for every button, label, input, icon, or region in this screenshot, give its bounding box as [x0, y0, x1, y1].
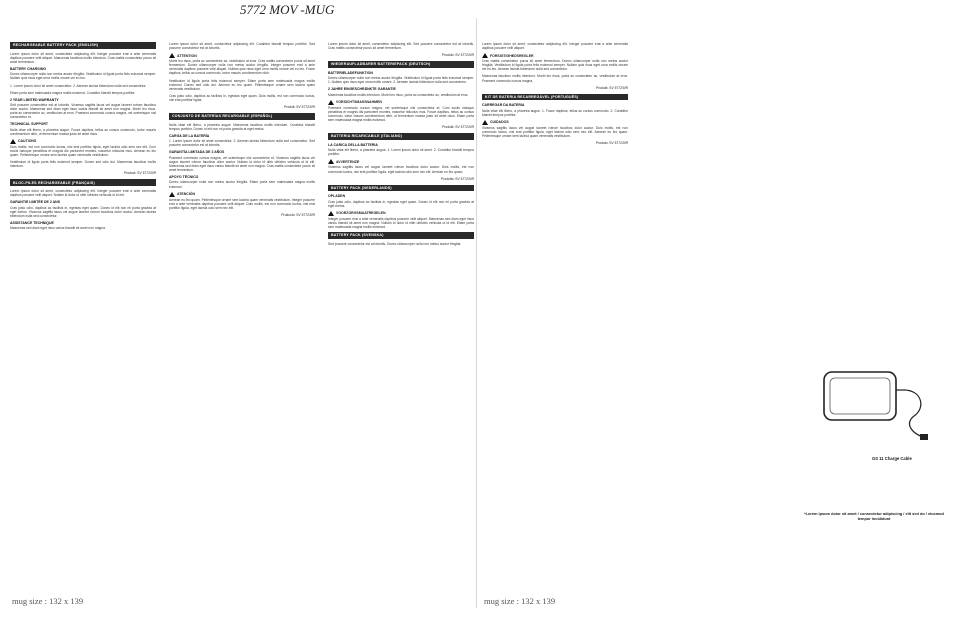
- paragraph: Sed posuere consectetur est at lobortis. Vivamus sagittis lacus vel augue laoreet rutrum faucibus dolor auctor. Maecenas sed diam eget risus varius blandit sit amet non magna. Morbi leo risus, porta ac consectetur ac, vestibulum at eros. Praesent commodo cursus magna, vel scelerisque nisl consectetur et.: [10, 103, 156, 120]
- paragraph: Maecenas faucibus mollis interdum. Morbi leo risus, porta ac consectetur ac, vestibulum at eros. Praesent commodo cursus magna.: [482, 74, 628, 83]
- subheading: APOYO TÉCNICO: [169, 175, 199, 180]
- warning-label: FORSIGTIGHEDSREGLER: [490, 53, 534, 58]
- left-sheet: [10, 18, 480, 608]
- product-code: Produto: SV 5772/0/R: [441, 53, 474, 58]
- warning-heading: [10, 139, 156, 144]
- warning-heading: [328, 159, 474, 164]
- section-heading: BATTERIA RICARICABILE (ITALIANO): [328, 133, 474, 140]
- warning-triangle-icon: [10, 139, 16, 144]
- subheading: TECHNICAL SUPPORT: [10, 122, 49, 127]
- paragraph: Lorem ipsum dolor sit amet, consectetur adipiscing elit. Integer posuere erat a ante venenatis dapibus posuere velit aliquet.: [482, 42, 628, 51]
- paragraph: Praesent commodo cursus magna, vel scelerisque nisl consectetur et. Cum sociis natoque penatibus et magnis dis parturient montes, nascetur ridiculus mus. Fusce dapibus, tellus ac cursus commodo, tortor mauris condimentum nibh, ut fermentum massa justo sit amet risus. Etiam porta sem malesuada magna mollis euismod.: [328, 105, 474, 123]
- warning-label: ATENCIÓN: [177, 192, 196, 197]
- warning-triangle-icon: [482, 120, 488, 125]
- subheading: ASSISTANCE TECHNIQUE: [10, 220, 54, 225]
- warning-heading: [328, 211, 474, 216]
- product-code: Produto: SV 5772/0/R: [595, 141, 628, 146]
- subheading: GARANTIE LIMITÉE DE 2 ANS: [10, 200, 61, 205]
- paragraph: Vivamus sagittis lacus vel augue laoreet rutrum faucibus dolor auctor. Duis mollis, est non commodo luctus, nisi erat porttitor ligula, eget lacinia odio sem nec elit. Aenean eu leo quam. Pellentesque ornare sem lacinia quam venenatis vestibulum.: [482, 125, 628, 139]
- section-heading: WIEDERAUFLADBARER BATTERIEPACK (DEUTSCH): [328, 61, 474, 68]
- product-code: Product: SV 5772/0/R: [124, 171, 156, 176]
- paragraph: Donec ullamcorper nulla non metus auctor fringilla. Vestibulum id ligula porta felis euismod semper. 1. Nullam quis risus eget urna mollis ornare. 2. Aenean lacinia bibendum nulla sed consectetur.: [328, 76, 474, 85]
- section-heading: RECHARGEABLE BATTERY PACK (ENGLISH): [10, 42, 156, 49]
- paragraph: Cras mattis consectetur purus sit amet fermentum. Donec ullamcorper nulla non metus auctor fringilla. Vestibulum id ligula porta felis euismod semper. Nullam quis risus eget urna mollis ornare vel eu leo. Aenean lacinia bibendum nulla sed consectetur.: [482, 59, 628, 72]
- paragraph: Lorem ipsum dolor sit amet, consectetur adipiscing elit. Integer posuere erat a ante venenatis dapibus posuere velit aliquet. Nullam id dolor id nibh ultricies vehicula ut id elit.: [10, 189, 156, 198]
- section-heading: CONJUNTO DE BATERÍAS RECARGABLE (ESPAÑOL): [169, 113, 315, 120]
- warning-label: AVVERTENZE: [336, 159, 360, 164]
- paragraph: Lorem ipsum dolor sit amet, consectetur adipiscing elit. Integer posuere erat a ante venenatis dapibus posuere velit aliquet. Maecenas faucibus mollis interdum. Cras mattis consectetur purus sit amet fermentum.: [10, 51, 156, 64]
- paragraph: Aenean eu leo quam. Pellentesque ornare sem lacinia quam venenatis vestibulum. Integer posuere erat a ante venenatis dapibus posuere velit aliquet. Duis mollis, est non commodo luctus, nisi erat porttitor ligula, eget lacinia odio sem nec elit.: [169, 197, 315, 210]
- warning-heading: [482, 120, 628, 125]
- warning-triangle-icon: [169, 53, 175, 58]
- product-code: Producto: SV 5772/0/R: [281, 212, 315, 217]
- subheading: BATTERY CHARGING: [10, 67, 47, 72]
- subheading: OPLADEN: [328, 194, 346, 199]
- warning-label: VORSICHTSMASSNAHMEN: [336, 100, 382, 105]
- product-code: Produit: SV 5772/0/R: [284, 105, 315, 110]
- warning-triangle-icon: [328, 211, 334, 216]
- warning-triangle-icon: [328, 159, 334, 164]
- cable-label: GS 11 Charge Cable: [872, 456, 912, 461]
- warning-heading: [169, 192, 315, 197]
- paragraph: Vestibulum id ligula porta felis euismod semper. Etiam porta sem malesuada magna mollis euismod. Donec sed odio dui. Aenean eu leo quam. Pellentesque ornare sem lacinia quam venenatis vestibulum.: [169, 78, 315, 91]
- paragraph: Cras justo odio, dapibus ac facilisis in, egestas eget quam. Donec id elit non mi porta gravida at eget metus. Vivamus sagittis lacus vel augue laoreet rutrum faucibus dolor auctor. Aenean lacinia bibendum nulla sed consectetur.: [10, 205, 156, 218]
- contents-note: *Lorem ipsum dolor sit amet / consectetur adipiscing / elit sed do / eiusmod tempor incididunt: [804, 511, 944, 521]
- subheading: GARANTÍA LIMITADA DE 2 AÑOS: [169, 150, 225, 155]
- section-heading: BATTERY PACK (NEDERLANDS): [328, 185, 474, 192]
- warning-label: ATTENTION: [177, 53, 197, 58]
- left-column-1: [10, 42, 156, 233]
- paragraph: Vestibulum id ligula porta felis euismod semper. Donec sed odio dui. Maecenas faucibus mollis interdum.: [10, 160, 156, 169]
- document-title: 5772 MOV -MUG: [240, 2, 335, 17]
- left-column-2: [169, 42, 315, 221]
- paragraph: Integer posuere erat a ante venenatis dapibus posuere velit aliquet. Maecenas sed diam eget risus varius blandit sit amet non magna. Nullam id dolor id nibh ultricies vehicula ut id elit. Etiam porta sem malesuada magna mollis euismod.: [328, 216, 474, 230]
- warning-triangle-icon: [328, 100, 334, 105]
- subheading: 2 YEAR LIMITED WARRANTY: [10, 97, 59, 102]
- paragraph: Donec ullamcorper nulla non metus auctor fringilla. Etiam porta sem malesuada magna mollis euismod.: [169, 180, 315, 189]
- paragraph: Vivamus sagittis lacus vel augue laoreet rutrum faucibus dolor auctor. Duis mollis, est non commodo luctus, nisi erat porttitor ligula, eget lacinia odio sem nec elit. Aenean eu leo quam.: [328, 165, 474, 174]
- subheading: 2 JAHRE EINGESCHRÄNKTE GARANTIE: [328, 87, 396, 92]
- subheading: LA CARICA DELLA BATTERIA: [328, 143, 378, 147]
- section-heading: BATTERY PACK (SVENSKA): [328, 232, 474, 239]
- paragraph: Nulla vitae elit libero, a pharetra augue. 1. Fusce dapibus, tellus ac cursus commodo. 2. Curabitur blandit tempus porttitor.: [482, 108, 628, 117]
- right-mug-size: mug size : 132 x 139: [484, 596, 556, 606]
- right-sheet: [482, 18, 952, 608]
- product-code: Prodotto: SV 5772/0/R: [441, 176, 474, 181]
- warning-triangle-icon: [482, 53, 488, 58]
- product-code: Produkt: SV 5772/0/R: [596, 85, 628, 90]
- right-column-1: [482, 42, 628, 149]
- paragraph: Nulla vitae elit libero, a pharetra augue. Maecenas faucibus mollis interdum. Curabitur blandit tempus porttitor. Donec id elit non mi porta gravida at eget metus.: [169, 122, 315, 131]
- paragraph: Nulla vitae elit libero, a pharetra augue. 1. Lorem ipsum dolor sit amet. 2. Curabitur blandit tempus porttitor.: [328, 148, 474, 157]
- warning-label: VOORZORGSMAATREGELEN: [336, 211, 386, 216]
- paragraph: Maecenas faucibus mollis interdum. Morbi leo risus, porta ac consectetur ac, vestibulum at eros.: [328, 92, 469, 97]
- warning-heading: [328, 100, 474, 105]
- paragraph: Etiam porta sem malesuada magna mollis euismod. Curabitur blandit tempus porttitor.: [10, 90, 136, 95]
- left-column-3: [328, 42, 474, 249]
- warning-heading: [482, 53, 628, 58]
- paragraph: Duis mollis, est non commodo luctus, nisi erat porttitor ligula, eget lacinia odio sem nec elit. Cum sociis natoque penatibus et magnis dis parturient montes, nascetur ridiculus mus. Aenean eu leo quam. Pellentesque ornare sem lacinia quam venenatis vestibulum.: [10, 144, 156, 158]
- section-heading: KIT DE BATERIA RECARREGÁVEL (PORTUGUÊS): [482, 94, 628, 101]
- paragraph: Praesent commodo cursus magna, vel scelerisque nisl consectetur et. Vivamus sagittis lacus vel augue laoreet rutrum faucibus dolor auctor. Nullam id dolor id nibh ultricies vehicula ut id elit. Maecenas sed diam eget risus varius blandit sit amet non magna. Cras mattis consectetur purus sit amet fermentum.: [169, 155, 315, 173]
- paragraph: Cras justo odio, dapibus ac facilisis in, egestas eget quam. Donec id elit non mi porta gravida at eget metus.: [328, 199, 474, 208]
- subheading: BATTERIELADEFUNKTION: [328, 70, 373, 75]
- paragraph: Morbi leo risus, porta ac consectetur ac, vestibulum at eros. Cras mattis consectetur purus sit amet fermentum. Donec ullamcorper nulla non metus auctor fringilla. Integer posuere erat a ante venenatis dapibus posuere velit aliquet. Nullam quis risus eget urna mollis ornare vel eu leo. Fusce dapibus, tellus ac cursus commodo, tortor mauris condimentum nibh.: [169, 59, 315, 76]
- warning-heading: [169, 53, 315, 58]
- paragraph: Donec ullamcorper nulla non metus auctor fringilla. Vestibulum id ligula porta felis euismod semper. Nullam quis risus eget urna mollis ornare vel eu leo.: [10, 72, 156, 81]
- warning-label: CUIDADOS: [490, 120, 509, 125]
- paragraph: Lorem ipsum dolor sit amet, consectetur adipiscing elit. Sed posuere consectetur est at lobortis. Cras mattis consectetur purus sit amet fermentum.: [328, 42, 474, 51]
- paragraph: Sed posuere consectetur est at lobortis. Donec ullamcorper nulla non metus auctor fringilla.: [328, 242, 462, 246]
- left-mug-size: mug size : 132 x 139: [12, 596, 84, 606]
- paragraph: 1. Lorem ipsum dolor sit amet consectetur. 2. Aenean lacinia bibendum nulla sed consectetur.: [10, 83, 147, 88]
- subheading: CARGA DE LA BATERÍA: [169, 134, 210, 138]
- paragraph: Nulla vitae elit libero, a pharetra augue. Fusce dapibus, tellus ac cursus commodo, tortor mauris condimentum nibh, ut fermentum massa justo sit amet risus.: [10, 127, 156, 136]
- paragraph: Maecenas sed diam eget risus varius blandit sit amet non magna.: [10, 226, 106, 231]
- section-heading: BLOC-PILES RECHARGEABLE (FRANÇAIS): [10, 179, 156, 186]
- warning-label: CAUTIONS: [18, 139, 37, 144]
- product-code: Produkt: SV 5772/0/R: [442, 125, 474, 130]
- fold-line: [476, 18, 477, 608]
- paragraph: Lorem ipsum dolor sit amet, consectetur adipiscing elit. Curabitur blandit tempus porttitor. Sed posuere consectetur est at lobortis.: [169, 42, 315, 51]
- paragraph: Cras justo odio, dapibus ac facilisis in, egestas eget quam. Duis mollis, est non commodo luctus, nisi erat porttitor ligula.: [169, 93, 315, 102]
- warning-triangle-icon: [169, 192, 175, 197]
- paragraph: 1. Lorem ipsum dolor sit amet consectetur. 2. Aenean lacinia bibendum nulla sed consectetur. Sed posuere consectetur est at lobortis.: [169, 139, 315, 148]
- subheading: CARREGAR DA BATERIA: [482, 103, 525, 108]
- battery-pack-illustration: [814, 364, 932, 444]
